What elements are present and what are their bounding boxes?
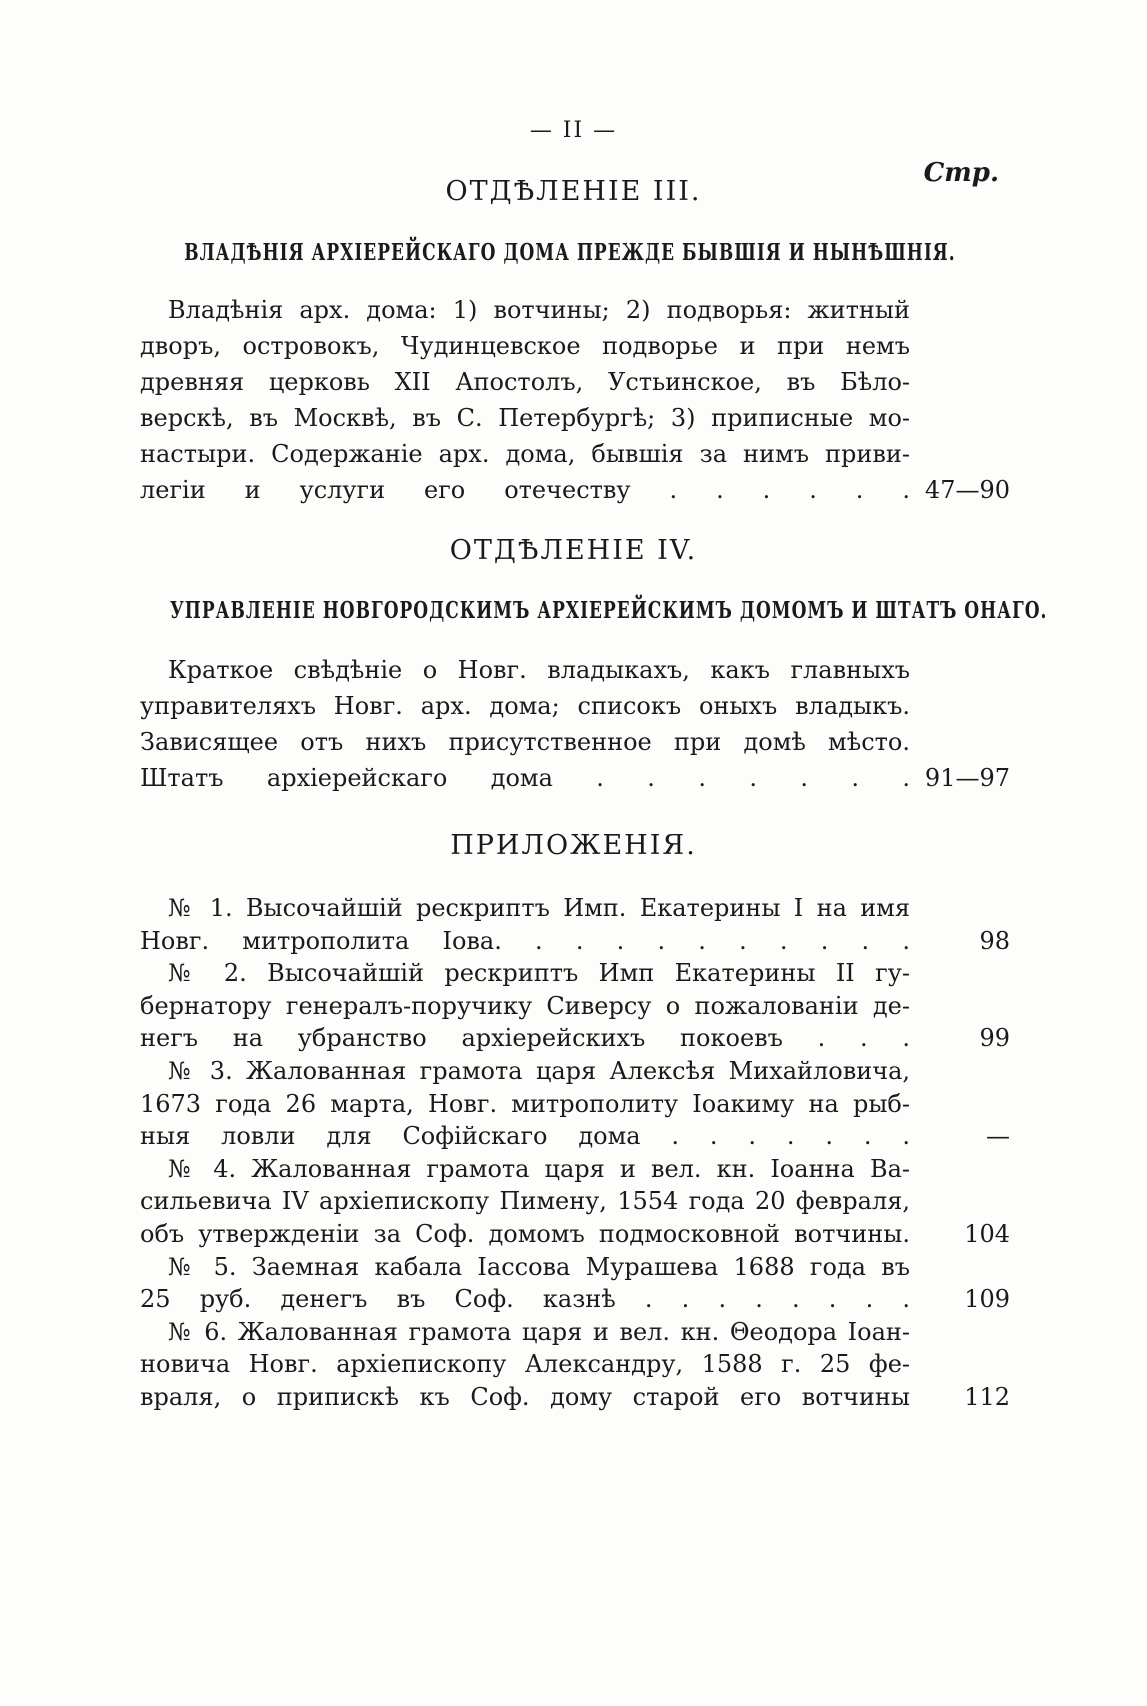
text-line: новича Новг. архіепископу Александру, 1588 г. 25 фе- <box>140 1350 910 1379</box>
page-number: 109 <box>964 1285 1010 1314</box>
text-line: объ утвержденіи за Соф. домомъ подмосковной вотчины. 104 <box>140 1218 1010 1251</box>
page-number: 112 <box>964 1382 1010 1411</box>
appendix-item-6: № 6. Жалованная грамота царя и вел. кн. Θеодора Іоан- <box>168 1317 910 1346</box>
text-line: бернатору генералъ-поручику Сиверсу о пожалованіи де- <box>140 991 910 1020</box>
text-line: настыри. Содержаніе арх. дома, бывшія за нимъ приви- <box>140 440 910 468</box>
page-folio: — II — <box>529 118 618 143</box>
appendix-item-1: № 1. Высочайшій рескриптъ Имп. Екатерины I на имя <box>168 894 910 922</box>
page-number: 104 <box>964 1219 1010 1248</box>
section-3-title: ОТДѢЛЕНІЕ III. <box>445 176 702 207</box>
page-number: — <box>986 1122 1010 1151</box>
text-line: Штатъ архіерейскаго дома . . . . . . . 91—97 <box>140 760 1010 796</box>
appendix-title: ПРИЛОЖЕНІЯ. <box>450 830 697 861</box>
page-number: 98 <box>979 926 1010 955</box>
section-4-subtitle: УПРАВЛЕНІЕ НОВГОРОДСКИМЪ АРХІЕРЕЙСКИМЪ ДОМОМЪ И ШТАТЪ ОНАГО. <box>170 597 1048 625</box>
text-line: Краткое свѣдѣніе о Новг. владыкахъ, какъ главныхъ <box>168 656 910 684</box>
text-line: сильевича IV архіепископу Пимену, 1554 года 20 февраля, <box>140 1187 910 1216</box>
text-line: верскѣ, въ Москвѣ, въ С. Петербургѣ; 3) приписные мо- <box>140 404 910 432</box>
appendix-item-3: № 3. Жалованная грамота царя Алексѣя Михайловича, <box>168 1056 910 1085</box>
text-line: 25 руб. денегъ въ Соф. казнѣ . . . . . . . . 109 <box>140 1283 1010 1316</box>
text-line: ныя ловли для Софійскаго дома . . . . . . . — <box>140 1120 1010 1153</box>
text-line: негъ на убранство архіерейскихъ покоевъ . . . 99 <box>140 1022 1010 1055</box>
appendix-item-2: № 2. Высочайшій рескриптъ Имп Екатерины II гу- <box>168 959 910 988</box>
text-line: враля, о припискѣ къ Соф. дому старой его вотчины 112 <box>140 1381 1010 1414</box>
section-4-title: ОТДѢЛЕНІЕ IV. <box>449 535 698 566</box>
text-line: дворъ, островокъ, Чудинцевское подворье и при немъ <box>140 332 910 360</box>
text-line: Новг. митрополита Іова. . . . . . . . . . . 98 <box>140 925 1010 958</box>
text-line: Зависящее отъ нихъ присутственное при домѣ мѣсто. <box>140 728 910 756</box>
text-line: управителяхъ Новг. арх. дома; списокъ оныхъ владыкъ. <box>140 692 910 720</box>
text-line: 1673 года 26 марта, Новг. митрополиту Іоакиму на рыб- <box>140 1089 910 1118</box>
page-number: 47—90 <box>924 476 1010 504</box>
text-line: легіи и услуги его отечеству . . . . . . 47—90 <box>140 472 1010 508</box>
section-3-subtitle: ВЛАДѢНІЯ АРХІЕРЕЙСКАГО ДОМА ПРЕЖДЕ БЫВШІЯ И НЫНѢШНІЯ. <box>184 239 956 267</box>
text-line: Владѣнія арх. дома: 1) вотчины; 2) подворья: житный <box>168 296 910 324</box>
section-3-body <box>140 292 1010 508</box>
appendix-list <box>140 892 1010 1414</box>
appendix-item-5: № 5. Заемная кабала Іассова Мурашева 1688 года въ <box>168 1252 910 1281</box>
page-column-label: Стр. <box>923 158 999 188</box>
appendix-item-4: № 4. Жалованная грамота царя и вел. кн. Іоанна Ва- <box>168 1154 910 1183</box>
text-line: древняя церковь XII Апостолъ, Устьинское, въ Бѣло- <box>140 368 910 396</box>
page-number: 99 <box>979 1024 1010 1053</box>
section-4-body <box>140 652 1010 796</box>
page-number: 91—97 <box>924 764 1010 792</box>
